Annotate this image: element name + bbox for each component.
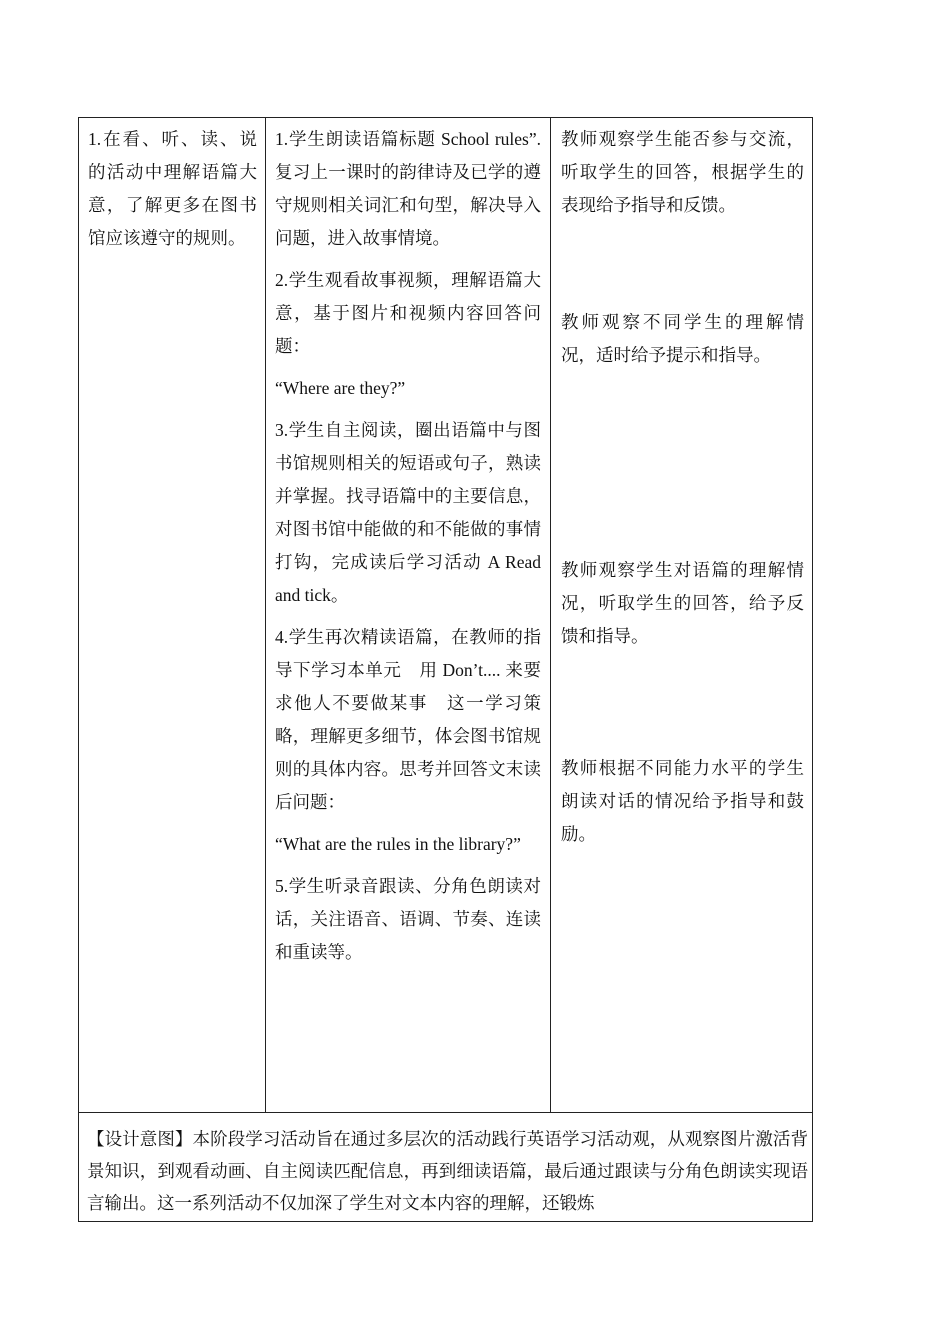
design-intent-cell: [79, 1113, 813, 1222]
activity-1: 1.学生朗读语篇标题 School rules”. 复习上一课时的韵律诗及已学的遵守规则相关词汇和句型，解决导入问题，进入故事情境。: [275, 129, 541, 248]
activity-3: 3.学生自主阅读，圈出语篇中与图书馆规则相关的短语或句子，熟读并掌握。找寻语篇中的主要信息，对图书馆中能做的和不能做的事情打钩，完成读后学习活动 A Read and tick。: [275, 420, 541, 605]
feedback-1: 教师观察学生能否参与交流，听取学生的回答，根据学生的表现给予指导和反馈。: [561, 129, 804, 215]
feedback-list: [551, 118, 812, 1112]
activity-row: [79, 118, 813, 1113]
activity-2: 2.学生观看故事视频，理解语篇大意，基于图片和视频内容回答问题：: [275, 270, 541, 356]
activity-2-question: “Where are they?”: [275, 378, 406, 398]
activity-4: 4.学生再次精读语篇，在教师的指导下学习本单元 用 Don’t.... 来要求他人不要做某事 这一学习策略，理解更多细节，体会图书馆规则的具体内容。思考并回答文末读后问题：: [275, 627, 541, 812]
lesson-activity-table: [78, 117, 813, 1222]
design-intent-text: 【设计意图】本阶段学习活动旨在通过多层次的活动践行英语学习活动观，从观察图片激活背景知识，到观看动画、自主阅读匹配信息，再到细读语篇，最后通过跟读与分角色朗读实现语言输出。这一系列活动不仅加深了学生对文本内容的理解，还锻炼: [87, 1129, 808, 1213]
activities-column: [266, 118, 551, 1113]
feedback-4: 教师根据不同能力水平的学生朗读对话的情况给予指导和鼓励。: [561, 758, 804, 844]
activity-4-question: “What are the rules in the library?”: [275, 834, 521, 854]
activities-list: [266, 118, 550, 969]
design-intent-row: [79, 1113, 813, 1222]
feedback-2: 教师观察不同学生的理解情况，适时给予提示和指导。: [561, 312, 804, 365]
feedback-column: [551, 118, 813, 1113]
activity-5: 5.学生听录音跟读、分角色朗读对话，关注语音、语调、节奏、连读和重读等。: [275, 876, 541, 962]
goal-text: 1.在看、听、读、说的活动中理解语篇大意，了解更多在图书馆应该遵守的规则。: [88, 129, 257, 248]
feedback-3: 教师观察学生对语篇的理解情况，听取学生的回答，给予反馈和指导。: [561, 560, 804, 646]
goal-column: [79, 118, 266, 1113]
